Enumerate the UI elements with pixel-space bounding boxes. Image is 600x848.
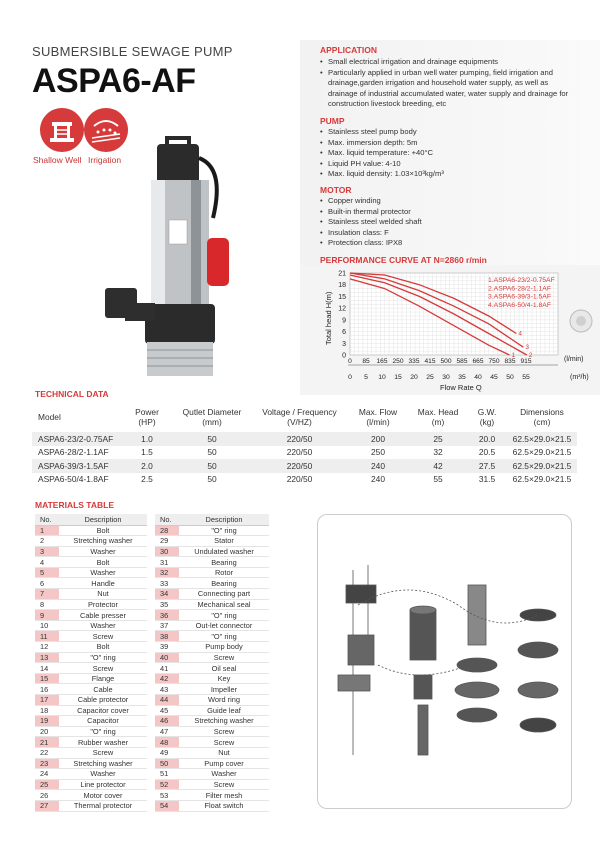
item-number: 38: [155, 631, 179, 642]
list-item: [35, 631, 147, 642]
item-description: Line protector: [59, 779, 147, 790]
materials-table-left: [35, 514, 147, 812]
column-header: Max. Flow (l/min): [358, 407, 398, 427]
list-item: [35, 747, 147, 758]
item-description: Stretching washer: [179, 716, 269, 727]
table-cell: 240: [371, 460, 385, 471]
x-tick-label-m3h: 0: [348, 374, 352, 381]
x-tick-label-m3h: 30: [442, 374, 450, 381]
item-description: Rotor: [179, 567, 269, 578]
list-item: [155, 726, 269, 737]
pump-list: [320, 127, 570, 180]
item-number: 22: [35, 747, 59, 758]
list-item: [155, 790, 269, 801]
list-item: [155, 589, 269, 600]
item-description: Mechanical seal: [179, 599, 269, 610]
shallow-well-icon: [40, 108, 84, 152]
x-tick-label-m3h: 25: [426, 374, 434, 381]
table-cell: 62.5×29.0×21.5: [512, 447, 572, 458]
item-description: "O" ring: [179, 631, 269, 642]
list-item: [155, 716, 269, 727]
series-end-label: 2: [528, 352, 533, 359]
item-number: 16: [35, 684, 59, 695]
item-number: 3: [35, 546, 59, 557]
table-cell: 240: [371, 474, 385, 485]
series-end-label: 4: [518, 330, 523, 338]
item-number: 30: [155, 546, 179, 557]
item-description: Screw: [59, 747, 147, 758]
list-item: [35, 557, 147, 568]
item-description: Bolt: [59, 642, 147, 653]
list-item: [35, 620, 147, 631]
materials-heading: MATERIALS TABLE: [35, 500, 115, 510]
item-description: Washer: [59, 620, 147, 631]
item-description: Cable: [59, 684, 147, 695]
list-item: [155, 652, 269, 663]
performance-chart: [300, 265, 600, 395]
table-cell: 50: [207, 474, 217, 485]
item-description: Motor cover: [59, 790, 147, 801]
col-no: No.: [35, 514, 59, 525]
table-cell: 2.5: [141, 474, 153, 485]
table-cell: 220/50: [286, 433, 313, 444]
item-description: Guide leaf: [179, 705, 269, 716]
series-end-label: 1: [511, 352, 516, 359]
table-header-row: [35, 514, 147, 525]
item-number: 9: [35, 610, 59, 621]
item-number: 49: [155, 747, 179, 758]
item-number: 6: [35, 578, 59, 589]
list-item: [35, 536, 147, 547]
motor-list: [320, 196, 570, 249]
item-description: Handle: [59, 578, 147, 589]
item-description: Screw: [179, 652, 269, 663]
list-item: [35, 589, 147, 600]
list-item: [155, 747, 269, 758]
item-number: 14: [35, 663, 59, 674]
list-item: [35, 525, 147, 536]
motor-item: • Built-in thermal protector: [320, 207, 570, 218]
list-item: [155, 684, 269, 695]
item-number: 52: [155, 779, 179, 790]
x-axis-label: Flow Rate Q: [440, 383, 482, 392]
table-row: [32, 459, 577, 473]
table-cell: 250: [371, 447, 385, 458]
x-tick-label-m3h: 15: [394, 374, 402, 381]
item-description: Bolt: [59, 557, 147, 568]
list-item: [35, 716, 147, 727]
item-number: 35: [155, 599, 179, 610]
item-description: Stretching washer: [59, 536, 147, 547]
item-number: 34: [155, 589, 179, 600]
x-unit-lmin: (l/min): [564, 356, 584, 363]
y-axis-label: Total head H(m): [324, 291, 333, 345]
x-tick-label-lmin: 835: [504, 358, 516, 365]
item-number: 1: [35, 525, 59, 536]
item-number: 44: [155, 695, 179, 706]
item-description: Washer: [59, 546, 147, 557]
table-row: [32, 446, 577, 460]
materials-table-right: [155, 514, 269, 812]
list-item: [35, 790, 147, 801]
x-tick-label-lmin: 665: [472, 358, 484, 365]
pump-item: • Liquid PH value: 4-10: [320, 159, 570, 170]
item-number: 39: [155, 642, 179, 653]
item-description: Pump cover: [179, 758, 269, 769]
list-item: [155, 546, 269, 557]
x-tick-label-m3h: 35: [458, 374, 466, 381]
list-item: [35, 546, 147, 557]
list-item: [155, 758, 269, 769]
item-description: "O" ring: [59, 652, 147, 663]
item-number: 24: [35, 769, 59, 780]
y-tick-label: 6: [342, 329, 346, 337]
list-item: [155, 536, 269, 547]
item-number: 48: [155, 737, 179, 748]
list-item: [35, 652, 147, 663]
item-description: Screw: [179, 737, 269, 748]
list-item: [155, 631, 269, 642]
table-cell: 62.5×29.0×21.5: [512, 474, 572, 485]
item-description: Screw: [59, 631, 147, 642]
item-description: Word ring: [179, 695, 269, 706]
item-description: Washer: [179, 769, 269, 780]
list-item: [35, 705, 147, 716]
x-tick-label-m3h: 50: [506, 374, 514, 381]
list-item: [155, 705, 269, 716]
table-cell: ASPA6-50/4-1.8AF: [38, 474, 109, 485]
product-title: ASPA6-AF: [32, 62, 196, 100]
list-item: [35, 737, 147, 748]
item-number: 36: [155, 610, 179, 621]
table-cell: 1.5: [141, 447, 153, 458]
item-description: Key: [179, 673, 269, 684]
y-tick-label: 18: [338, 282, 346, 290]
list-item: [155, 525, 269, 536]
list-item: [35, 695, 147, 706]
table-cell: 50: [207, 433, 217, 444]
item-number: 46: [155, 716, 179, 727]
item-number: 7: [35, 589, 59, 600]
shallow-well-label: Shallow Well: [33, 155, 82, 165]
item-description: Flange: [59, 673, 147, 684]
x-tick-label-lmin: 415: [424, 358, 436, 365]
technical-data-table: [32, 402, 577, 486]
col-desc: Description: [179, 514, 269, 525]
impeller-hub-icon: [576, 316, 586, 326]
item-description: Pump body: [179, 642, 269, 653]
series-end-label: 3: [525, 344, 529, 352]
item-number: 21: [35, 737, 59, 748]
item-number: 28: [155, 525, 179, 536]
x-tick-label-lmin: 585: [456, 358, 468, 365]
column-header: Dimensions (cm): [520, 407, 564, 427]
item-number: 29: [155, 536, 179, 547]
x-tick-label-lmin: 335: [408, 358, 420, 365]
pump-item: • Max. immersion depth: 5m: [320, 138, 570, 149]
list-item: [35, 779, 147, 790]
list-item: [35, 758, 147, 769]
x-tick-label-m3h: 5: [364, 374, 368, 381]
table-cell: 220/50: [286, 474, 313, 485]
list-item: [35, 567, 147, 578]
item-number: 37: [155, 620, 179, 631]
item-number: 12: [35, 642, 59, 653]
item-number: 17: [35, 695, 59, 706]
x-tick-label-lmin: 750: [488, 358, 500, 365]
technical-data-heading: TECHNICAL DATA: [35, 389, 109, 399]
list-item: [155, 610, 269, 621]
list-item: [155, 779, 269, 790]
x-tick-label-m3h: 55: [522, 374, 530, 381]
column-header: Model: [38, 412, 61, 422]
list-item: [155, 737, 269, 748]
item-number: 20: [35, 726, 59, 737]
item-number: 47: [155, 726, 179, 737]
table-header-row: [32, 402, 577, 432]
y-tick-label: 0: [342, 352, 346, 360]
item-number: 42: [155, 673, 179, 684]
item-number: 53: [155, 790, 179, 801]
table-cell: 50: [207, 447, 217, 458]
item-description: Washer: [59, 567, 147, 578]
pump-product-image: [95, 128, 255, 383]
table-cell: 62.5×29.0×21.5: [512, 433, 572, 444]
table-body: [32, 432, 577, 486]
item-description: Undulated washer: [179, 546, 269, 557]
table-cell: 25: [433, 433, 443, 444]
table-cell: 220/50: [286, 447, 313, 458]
table-cell: 1.0: [141, 433, 153, 444]
item-description: Cable protector: [59, 695, 147, 706]
table-row: [32, 432, 577, 446]
x-unit-m3h: (m³/h): [570, 374, 589, 381]
table-cell: 55: [433, 474, 443, 485]
list-item: [35, 769, 147, 780]
pump-item: • Max. liquid density: 1.03×10³kg/m³: [320, 169, 570, 180]
item-number: 2: [35, 536, 59, 547]
legend-entry: 3.ASPA6-39/3-1.5AF: [488, 293, 551, 301]
list-item: [155, 557, 269, 568]
item-number: 32: [155, 567, 179, 578]
item-description: Bearing: [179, 557, 269, 568]
column-header: Voltage / Frequency (V/HZ): [262, 407, 337, 427]
item-description: Screw: [59, 663, 147, 674]
item-description: Rubber washer: [59, 737, 147, 748]
item-number: 41: [155, 663, 179, 674]
x-tick-label-m3h: 20: [410, 374, 418, 381]
item-description: Out-let connector: [179, 620, 269, 631]
list-item: [35, 578, 147, 589]
item-description: Screw: [179, 779, 269, 790]
application-list: [320, 57, 570, 110]
col-no: No.: [155, 514, 179, 525]
motor-item: • Insulation class: F: [320, 228, 570, 239]
column-header: G.W. (kg): [477, 407, 497, 427]
item-number: 8: [35, 599, 59, 610]
x-tick-label-m3h: 45: [490, 374, 498, 381]
item-description: Bolt: [59, 525, 147, 536]
motor-item: • Protection class: IPX8: [320, 238, 570, 249]
table-cell: 42: [433, 460, 443, 471]
list-item: [35, 663, 147, 674]
item-description: Filter mesh: [179, 790, 269, 801]
list-item: [35, 684, 147, 695]
table-cell: 20.0: [478, 433, 496, 444]
item-number: 11: [35, 631, 59, 642]
x-tick-label-lmin: 250: [392, 358, 404, 365]
table-cell: ASPA6-23/2-0.75AF: [38, 433, 114, 444]
list-item: [35, 610, 147, 621]
item-description: Nut: [179, 747, 269, 758]
item-number: 25: [35, 779, 59, 790]
application-item: • Small electrical irrigation and drainage equipments: [320, 57, 570, 68]
list-item: [155, 578, 269, 589]
item-description: Stator: [179, 536, 269, 547]
item-description: Screw: [179, 726, 269, 737]
table-cell: 200: [371, 433, 385, 444]
list-item: [155, 567, 269, 578]
chart-title: PERFORMANCE CURVE AT N=2860 r/min: [320, 255, 487, 265]
y-tick-label: 3: [342, 340, 346, 348]
table-cell: 62.5×29.0×21.5: [512, 460, 572, 471]
item-number: 33: [155, 578, 179, 589]
item-description: Oil seal: [179, 663, 269, 674]
y-tick-label: 21: [338, 270, 346, 278]
item-number: 43: [155, 684, 179, 695]
list-item: [35, 726, 147, 737]
x-tick-label-lmin: 0: [348, 358, 352, 365]
item-description: "O" ring: [179, 525, 269, 536]
legend-entry: 2.ASPA6-28/2-1.1AF: [488, 285, 551, 293]
x-tick-label-lmin: 165: [376, 358, 388, 365]
column-header: Max. Head (m): [417, 407, 459, 427]
irrigation-label: Irrigation: [88, 155, 122, 165]
motor-heading: MOTOR: [320, 185, 352, 195]
item-number: 51: [155, 769, 179, 780]
table-cell: 27.5: [478, 460, 496, 471]
item-number: 13: [35, 652, 59, 663]
y-tick-label: 9: [342, 317, 346, 325]
item-number: 40: [155, 652, 179, 663]
col-desc: Description: [59, 514, 147, 525]
column-header: Power (HP): [135, 407, 159, 427]
application-heading: APPLICATION: [320, 45, 377, 55]
list-item: [155, 663, 269, 674]
table-cell: 220/50: [286, 460, 313, 471]
list-item: [155, 673, 269, 684]
item-description: Protector: [59, 599, 147, 610]
list-item: [35, 673, 147, 684]
item-number: 27: [35, 800, 59, 811]
legend-entry: 4.ASPA6-50/4-1.8AF: [488, 301, 551, 309]
item-number: 31: [155, 557, 179, 568]
exploded-view-diagram: [317, 514, 572, 809]
x-tick-label-m3h: 40: [474, 374, 482, 381]
item-description: Impeller: [179, 684, 269, 695]
item-number: 4: [35, 557, 59, 568]
item-number: 5: [35, 567, 59, 578]
application-item: • Particularly applied in urban well water pumping, field irrigation and drainage,garden irrigation and household water supply, as well as drainage of industrial accumulated water, water supply and drainage for construction livestock breeding, etc: [320, 68, 570, 110]
list-item: [155, 620, 269, 631]
column-header: Qutlet Diameter (mm): [182, 407, 242, 427]
item-number: 23: [35, 758, 59, 769]
item-description: Capacitor: [59, 716, 147, 727]
item-number: 54: [155, 800, 179, 811]
motor-item: • Copper winding: [320, 196, 570, 207]
item-description: Bearing: [179, 578, 269, 589]
item-description: "O" ring: [179, 610, 269, 621]
pump-item: • Max. liquid temperature: +40°C: [320, 148, 570, 159]
table-row: [32, 473, 577, 487]
item-description: Thermal protector: [59, 800, 147, 811]
item-number: 10: [35, 620, 59, 631]
y-tick-label: 12: [338, 305, 346, 313]
pump-heading: PUMP: [320, 116, 345, 126]
item-number: 19: [35, 716, 59, 727]
table-cell: 32: [433, 447, 443, 458]
item-number: 45: [155, 705, 179, 716]
motor-item: • Stainless steel welded shaft: [320, 217, 570, 228]
table-cell: 2.0: [141, 460, 153, 471]
item-description: Nut: [59, 589, 147, 600]
product-subtitle: SUBMERSIBLE SEWAGE PUMP: [32, 44, 233, 59]
table-cell: 50: [207, 460, 217, 471]
list-item: [155, 800, 269, 811]
table-cell: 20.5: [478, 447, 496, 458]
x-tick-label-lmin: 500: [440, 358, 452, 365]
y-tick-label: 15: [338, 293, 346, 301]
legend-entry: 1.ASPA6-23/2-0.75AF: [488, 277, 555, 284]
list-item: [155, 695, 269, 706]
list-item: [155, 642, 269, 653]
item-description: Washer: [59, 769, 147, 780]
item-number: 50: [155, 758, 179, 769]
table-cell: 31.5: [478, 474, 496, 485]
item-description: Stretching washer: [59, 758, 147, 769]
list-item: [35, 599, 147, 610]
item-number: 26: [35, 790, 59, 801]
item-description: Connecting part: [179, 589, 269, 600]
item-description: Cable presser: [59, 610, 147, 621]
item-number: 18: [35, 705, 59, 716]
list-item: [35, 642, 147, 653]
x-tick-label-m3h: 10: [378, 374, 386, 381]
item-description: "O" ring: [59, 726, 147, 737]
item-description: Float switch: [179, 800, 269, 811]
list-item: [155, 769, 269, 780]
table-header-row: [155, 514, 269, 525]
x-tick-label-lmin: 85: [362, 358, 370, 365]
x-tick-label-lmin: 915: [520, 358, 532, 365]
table-cell: ASPA6-28/2-1.1AF: [38, 447, 109, 458]
item-description: Capacitor cover: [59, 705, 147, 716]
item-number: 15: [35, 673, 59, 684]
table-cell: ASPA6-39/3-1.5AF: [38, 460, 109, 471]
list-item: [35, 800, 147, 811]
list-item: [155, 599, 269, 610]
pump-item: • Stainless steel pump body: [320, 127, 570, 138]
